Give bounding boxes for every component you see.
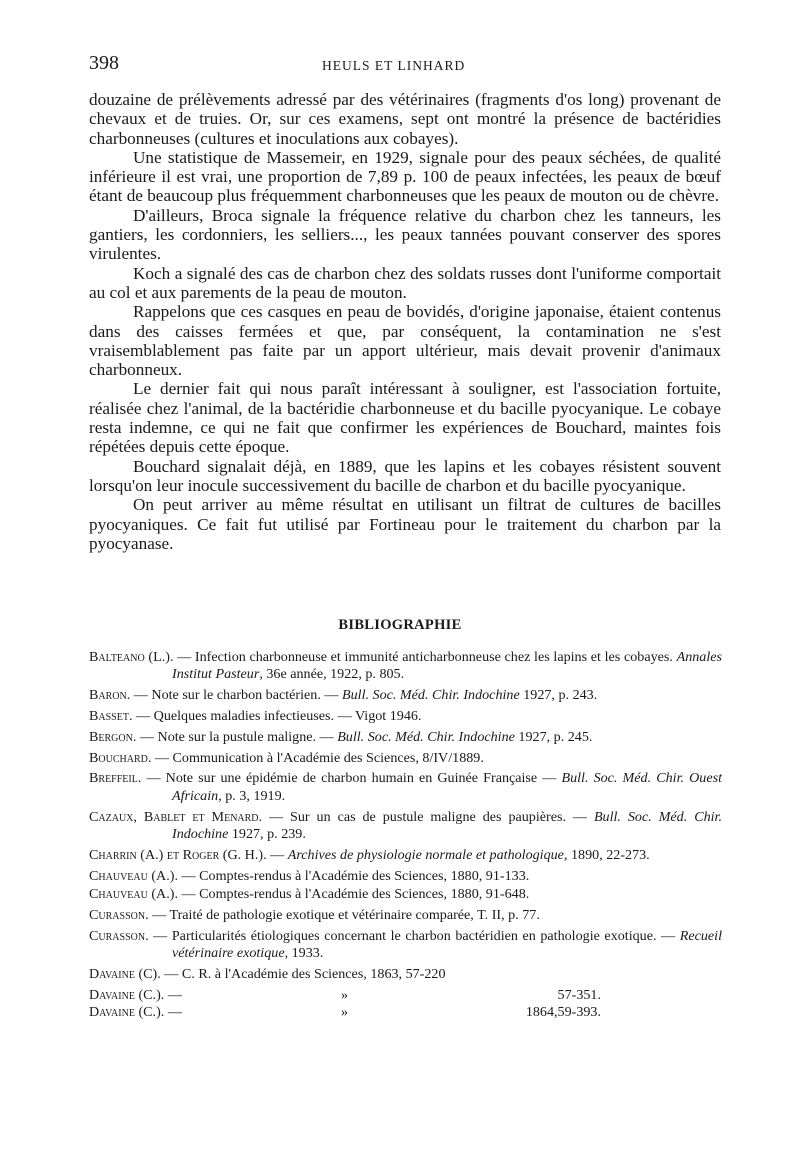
bib-journal: Bull. Soc. Méd. Chir. Ouest Africain xyxy=(172,770,723,804)
bib-author: Bergon. xyxy=(89,728,137,745)
bib-ditto-row xyxy=(89,1004,722,1021)
bib-entry xyxy=(89,750,722,767)
bib-author: Davaine (C.). xyxy=(89,1003,165,1020)
bib-text: — Note sur le charbon bactérien. — xyxy=(130,687,342,704)
bib-entry xyxy=(89,809,722,844)
paragraph-7: Bouchard signalait déjà, en 1889, que les lapins et les cobayes résistent souvent lorsqu'on leur inocule successivement du bacille de charbon et du bacille pyocyanique. xyxy=(89,456,721,495)
bib-ditto-ref: 57-351. xyxy=(557,986,601,1003)
bib-rest: 1927, p. 239. xyxy=(228,826,306,842)
bib-author: Baron. xyxy=(89,687,131,704)
bib-author: Curasson. xyxy=(89,927,149,944)
bibliography-heading: BIBLIOGRAPHIE xyxy=(338,617,462,633)
bib-text: — Comptes-rendus à l'Académie des Sciences, 1880, 91-648. xyxy=(177,886,530,902)
bib-entry xyxy=(89,907,722,924)
running-title: HEULS ET LINHARD xyxy=(322,58,466,73)
bib-journal: Annales Institut Pasteur xyxy=(172,649,722,683)
bib-text: — Comptes-rendus à l'Académie des Sciences, 1880, 91-133. xyxy=(177,867,530,884)
bib-ditto-author-wrap xyxy=(89,987,182,1004)
bib-entry xyxy=(89,886,722,903)
bib-rest: , 1933. xyxy=(284,945,324,961)
body-text xyxy=(89,90,721,553)
paragraph-3: D'ailleurs, Broca signale la fréquence relative du charbon chez les tanneurs, les gantiers, les cordonniers, les selliers..., les peaux tannées pouvant conserver des spores virulentes. xyxy=(89,205,721,264)
bib-journal: Bull. Soc. Méd. Chir. Indochine xyxy=(342,687,520,704)
bib-entry xyxy=(89,966,722,983)
bib-author: Charrin (A.) et Roger (G. H.). xyxy=(89,846,267,863)
bib-text: — Communication à l'Académie des Sciences, 8/IV/1889. xyxy=(151,749,484,766)
bib-text: — Note sur une épidémie de charbon humain en Guinée Française — xyxy=(141,770,562,787)
bib-text: — xyxy=(266,846,288,863)
bib-entry xyxy=(89,708,722,725)
bib-ditto-row xyxy=(89,987,722,1004)
bib-text: — Particularités étiologiques concernant le charbon bactéridien en pathologie exotique. — xyxy=(148,927,680,944)
bib-dash: — xyxy=(164,986,182,1003)
bibliography-list xyxy=(89,649,722,1021)
bib-ditto-author-wrap xyxy=(89,1004,182,1021)
bib-text: — Quelques maladies infectieuses. — Vigot 1946. xyxy=(132,708,422,724)
paragraph-4: Koch a signalé des cas de charbon chez des soldats russes dont l'uniforme comportait au col et aux parements de la peau de mouton. xyxy=(89,263,721,302)
bib-journal: Bull. Soc. Méd. Chir. Indochine xyxy=(172,808,723,842)
bib-text: — Traité de pathologie exotique et vétérinaire comparée, T. II, p. 77. xyxy=(148,906,540,923)
paragraph-8: On peut arriver au même résultat en utilisant un filtrat de cultures de bacilles pyocyaniques. Ce fait fut utilisé par Fortineau pour le traitement du charbon par la pyocyanase. xyxy=(89,495,721,553)
bib-entry xyxy=(89,649,722,684)
bib-author: Chauveau (A.). xyxy=(89,867,178,884)
bib-rest: , 1890, 22-273. xyxy=(563,846,650,863)
bib-rest: 1927, p. 243. xyxy=(519,687,598,704)
bib-ditto-mark: » xyxy=(341,986,349,1003)
bib-author: Curasson. xyxy=(89,906,149,923)
bib-text: — Note sur la pustule maligne. — xyxy=(136,728,338,745)
bib-journal: Recueil vétérinaire exotique xyxy=(172,927,722,961)
bib-text: — Sur un cas de pustule maligne des paupières. — xyxy=(262,808,594,825)
bib-entry xyxy=(89,868,722,885)
bib-author: Balteano (L.). xyxy=(89,649,174,665)
bib-author: Chauveau (A.). xyxy=(89,886,178,902)
bib-ditto-mark: » xyxy=(341,1003,349,1020)
page-number: 398 xyxy=(89,52,119,74)
paragraph-1: douzaine de prélèvements adressé par des vétérinaires (fragments d'os long) provenant de chevaux et de truies. Or, sur ces examens, sept ont montré la présence de bactéridies charbonneuses (cultures et inoculations aux cobayes). xyxy=(89,90,721,148)
bib-ditto-ref: 1864,59-393. xyxy=(525,1003,601,1020)
bib-author: Davaine (C.). xyxy=(89,986,165,1003)
bib-text: — Infection charbonneuse et immunité anticharbonneuse chez les lapins et les cobayes. xyxy=(173,649,677,665)
bib-entry xyxy=(89,928,722,963)
bib-journal: Bull. Soc. Méd. Chir. Indochine xyxy=(337,728,515,745)
bib-rest: 1927, p. 245. xyxy=(514,728,593,745)
paragraph-5: Rappelons que ces casques en peau de bovidés, d'origine japonaise, étaient contenus dans des caisses fermées et que, par conséquent, la contamination ne s'est vraisemblablement pas faite par un apport ultérieur, mais devait provenir d'animaux charbonneux. xyxy=(89,302,721,380)
bib-entry xyxy=(89,770,722,805)
bib-rest: , 36e année, 1922, p. 805. xyxy=(259,666,405,683)
bib-author: Bouchard. xyxy=(89,749,152,766)
bib-dash: — xyxy=(164,1003,182,1020)
bib-author: Davaine (C). xyxy=(89,965,161,982)
paragraph-2: Une statistique de Massemeir, en 1929, signale pour des peaux séchées, de qualité inférieure il est vrai, une proportion de 7,89 p. 100 de peaux infectées, les peaux de bœuf étant de beaucoup plus fréquemment charbonneuses que les peaux de mouton ou de chèvre. xyxy=(89,147,721,206)
bib-author: Breffeil. xyxy=(89,770,142,787)
bib-entry xyxy=(89,729,722,746)
bib-text: — C. R. à l'Académie des Sciences, 1863, 57-220 xyxy=(160,965,446,982)
bib-journal: Archives de physiologie normale et pathologique xyxy=(287,846,564,863)
paragraph-6: Le dernier fait qui nous paraît intéressant à souligner, est l'association fortuite, réalisée chez l'animal, de la bactéridie charbonneuse et du bacille pyocyanique. Le cobaye resta indemne, ce qui ne fait que confirmer les expériences de Bouchard, maintes fois répétées depuis cette époque. xyxy=(89,379,721,457)
bib-rest: , p. 3, 1919. xyxy=(218,787,286,804)
bib-author: Basset. xyxy=(89,708,133,724)
bib-entry xyxy=(89,847,722,864)
bib-author: Cazaux, Bablet et Menard. xyxy=(89,808,263,825)
bib-entry xyxy=(89,687,722,704)
